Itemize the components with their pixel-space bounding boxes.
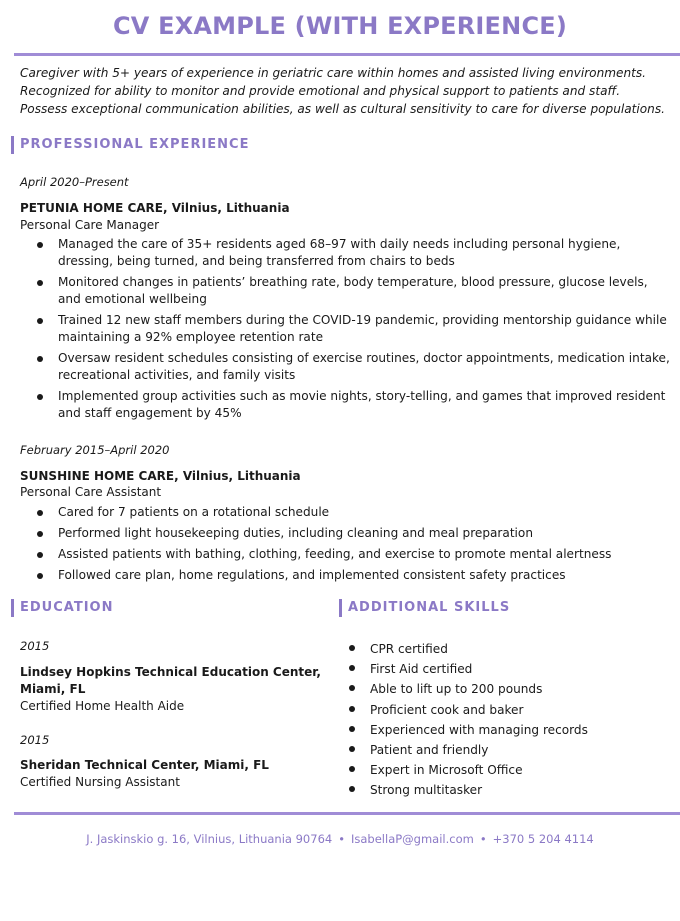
summary-text: Caregiver with 5+ years of experience in geriatric care within homes and assisted living environments. Recognized for ability to monitor and provide emotional and physical support to patients and staff. Possess exceptional communication abilities, as well as cultural sensitivity to care for diverse populations.: [20, 66, 665, 116]
job-role: Personal Care Manager: [20, 218, 160, 232]
education-year: 2015: [20, 733, 50, 747]
education-heading: EDUCATION: [11, 599, 113, 617]
skill-item: Expert in Microsoft Office: [332, 760, 672, 780]
footer-phone: +370 5 204 4114: [492, 832, 594, 846]
education-school-location: Miami, FL: [20, 682, 86, 696]
skill-item: First Aid certified: [332, 659, 672, 679]
header-divider: [14, 53, 680, 56]
footer-separator: •: [338, 832, 345, 846]
page-title: CV EXAMPLE (WITH EXPERIENCE): [112, 12, 568, 40]
footer-divider: [14, 812, 680, 815]
education-credential: Certified Home Health Aide: [20, 699, 185, 713]
education-credential: Certified Nursing Assistant: [20, 775, 180, 789]
bullet-item: Monitored changes in patients’ breathing rate, body temperature, blood pressure, glucose levels, and emotional wellbeing: [20, 274, 672, 308]
job-organization: SUNSHINE HOME CARE, Vilnius, Lithuania: [20, 469, 301, 483]
skill-item: Patient and friendly: [332, 740, 672, 760]
footer-email[interactable]: IsabellaP@gmail.com: [351, 832, 474, 846]
skill-item: Able to lift up to 200 pounds: [332, 679, 672, 699]
education-year: 2015: [20, 639, 50, 653]
contact-footer: [0, 832, 680, 846]
job-organization: PETUNIA HOME CARE, Vilnius, Lithuania: [20, 201, 290, 215]
job-dates: February 2015–April 2020: [20, 443, 170, 457]
skill-item: Strong multitasker: [332, 780, 672, 800]
bullet-item: Followed care plan, home regulations, and implemented consistent safety practices: [20, 567, 672, 584]
bullet-item: Cared for 7 patients on a rotational schedule: [20, 504, 672, 521]
skills-list: [332, 639, 672, 801]
bullet-item: Managed the care of 35+ residents aged 68–97 with daily needs including personal hygiene, dressing, being turned, and being transferred from chairs to beds: [20, 236, 672, 270]
skill-item: Proficient cook and baker: [332, 700, 672, 720]
bullet-item: Performed light housekeeping duties, including cleaning and meal preparation: [20, 525, 672, 542]
footer-address: J. Jaskinskio g. 16, Vilnius, Lithuania 90764: [86, 832, 333, 846]
experience-heading: PROFESSIONAL EXPERIENCE: [11, 136, 249, 154]
education-school: Lindsey Hopkins Technical Education Center,: [20, 665, 321, 679]
skill-item: Experienced with managing records: [332, 720, 672, 740]
job-dates: April 2020–Present: [20, 175, 129, 189]
bullet-item: Assisted patients with bathing, clothing, feeding, and exercise to promote mental alertness: [20, 546, 672, 563]
job-role: Personal Care Assistant: [20, 485, 162, 499]
bullet-item: Trained 12 new staff members during the COVID-19 pandemic, providing mentorship guidance while maintaining a 92% employee retention rate: [20, 312, 672, 346]
bullet-item: Oversaw resident schedules consisting of exercise routines, doctor appointments, medication intake, recreational activities, and family visits: [20, 350, 672, 384]
job-bullets: [20, 236, 672, 422]
bullet-item: Implemented group activities such as movie nights, story-telling, and games that improved resident and staff engagement by 45%: [20, 388, 672, 422]
skills-heading: ADDITIONAL SKILLS: [339, 599, 510, 617]
footer-separator: •: [479, 832, 487, 846]
skill-item: CPR certified: [332, 639, 672, 659]
job-bullets: [20, 504, 672, 584]
education-school: Sheridan Technical Center, Miami, FL: [20, 758, 269, 772]
